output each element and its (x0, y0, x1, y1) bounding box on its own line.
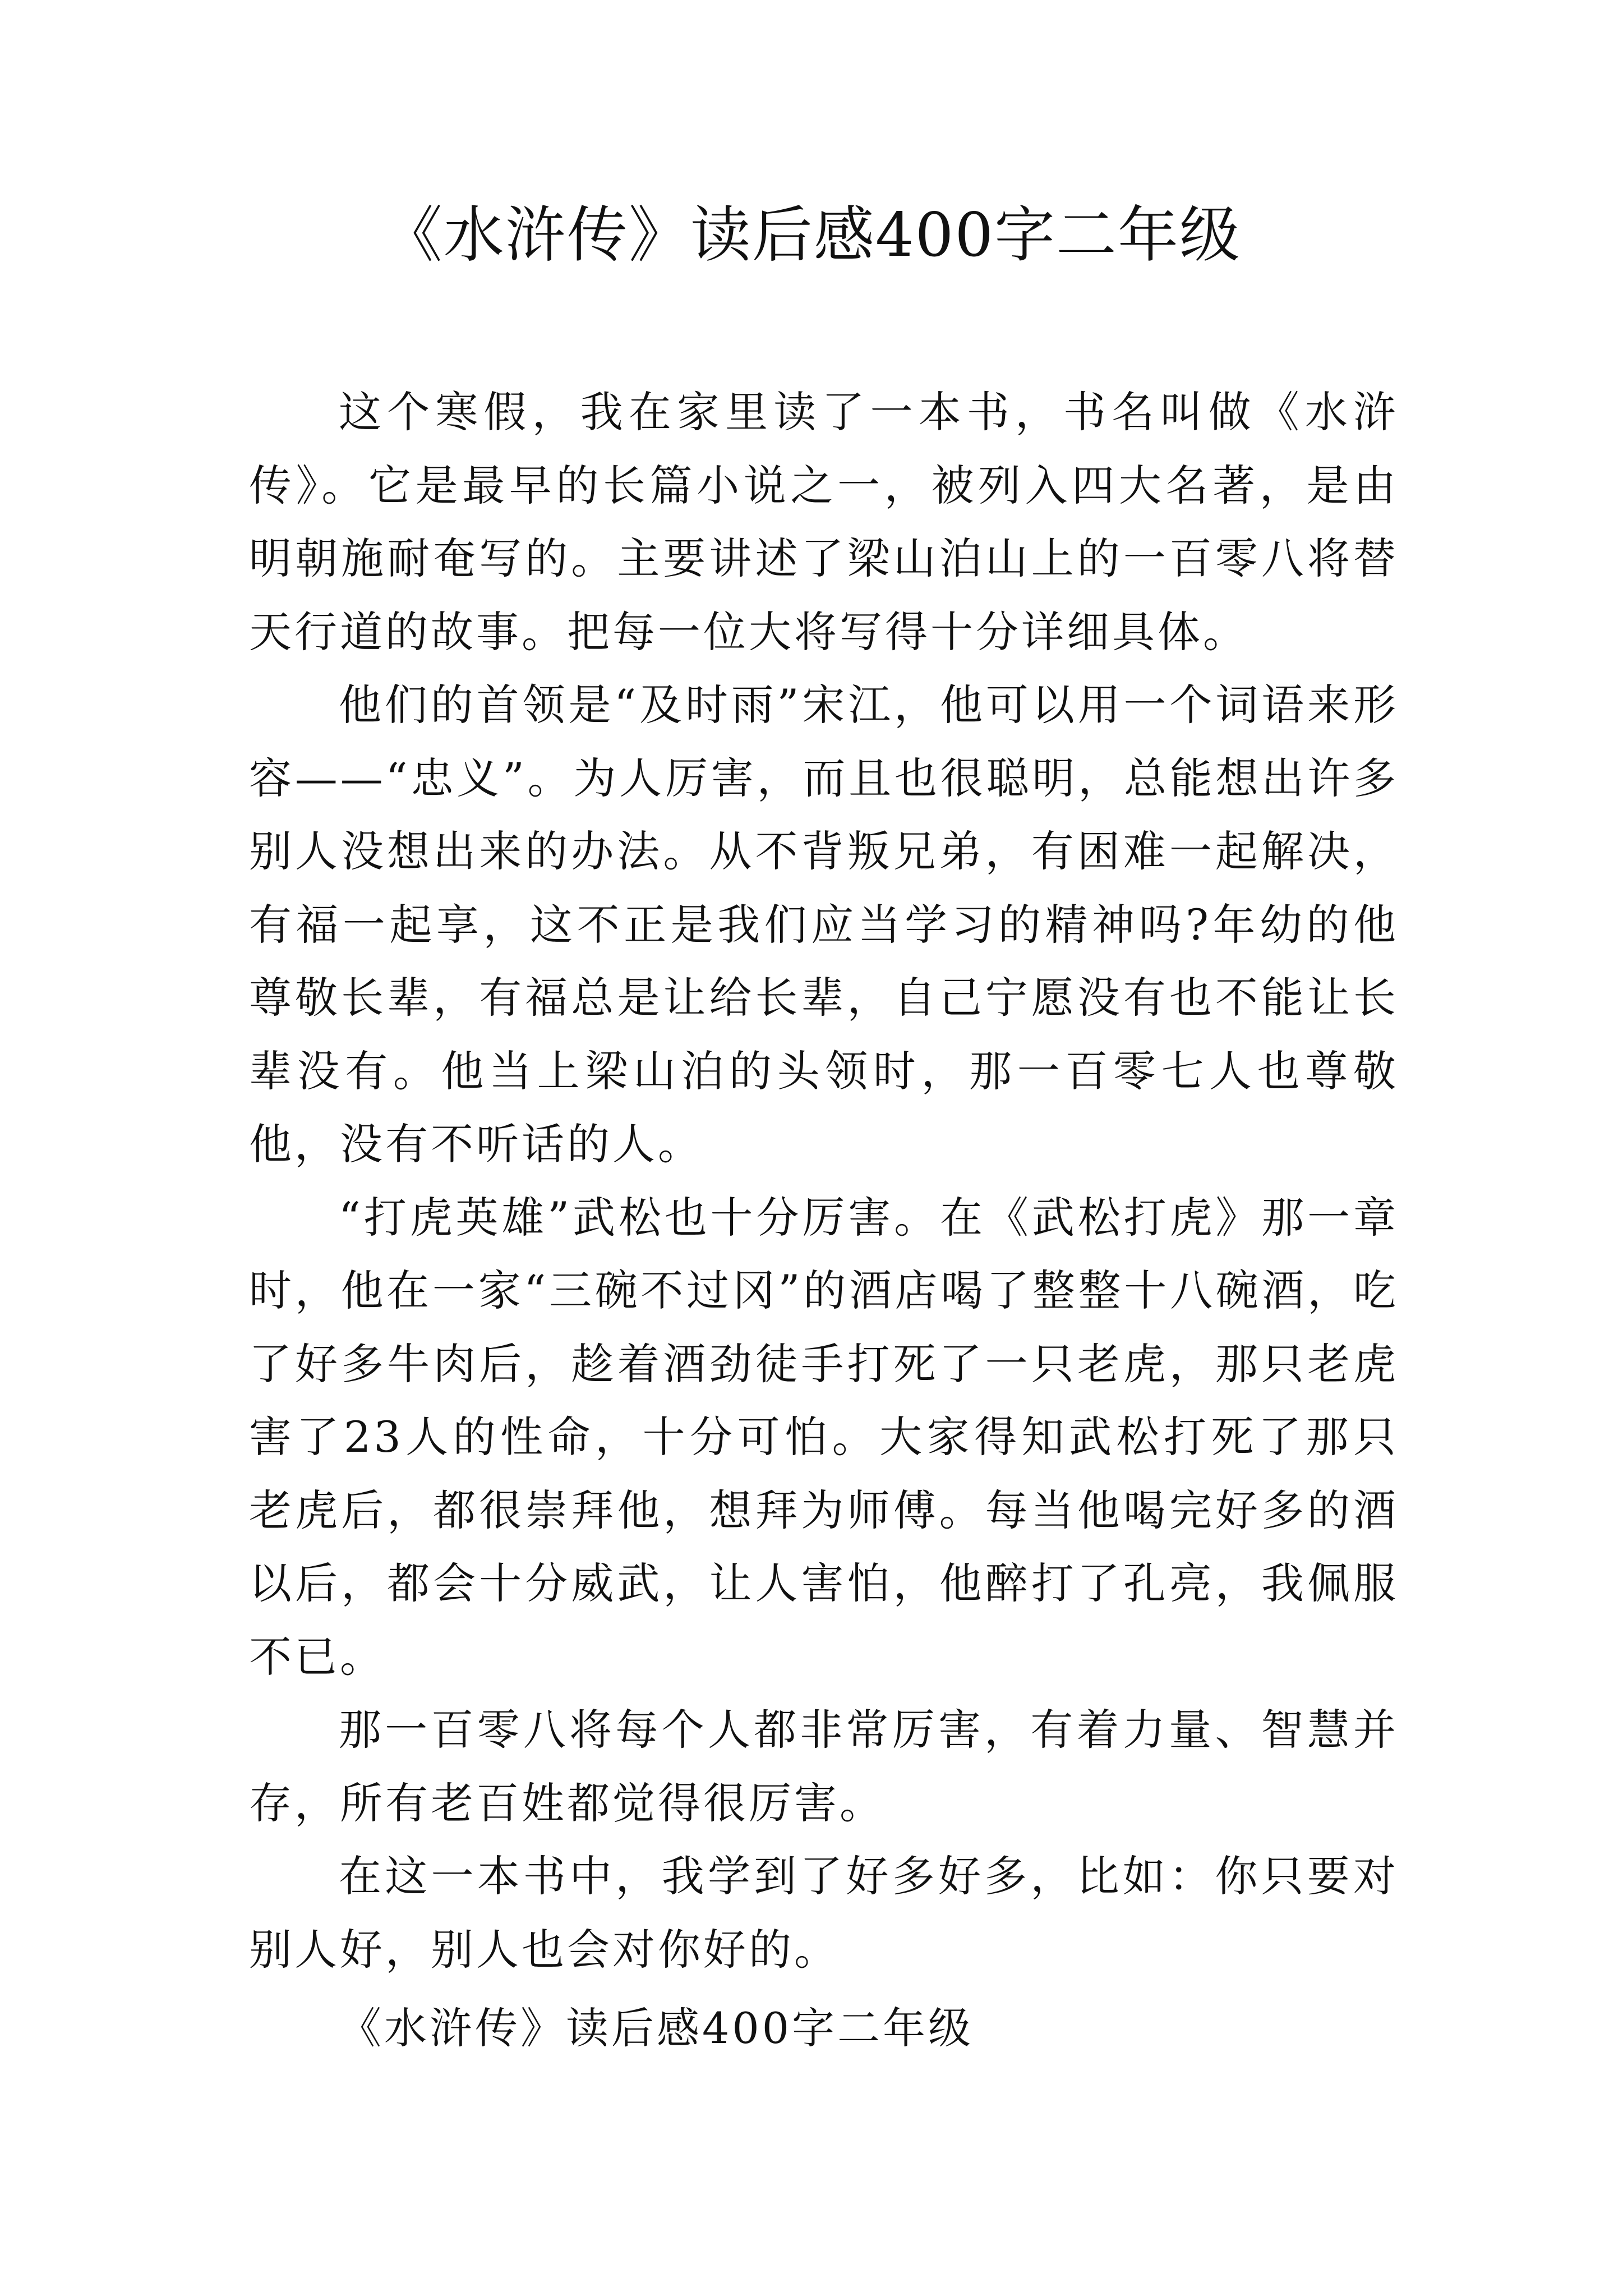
paragraph-108-heroes: 那一百零八将每个人都非常厉害，有着力量、智慧并存，所有老百姓都觉得很厉害。 (249, 1705, 1399, 1828)
footer-title-line: 《水浒传》读后感400字二年级 (339, 2003, 974, 2053)
document-title: 《水浒传》读后感400字二年级 (381, 200, 1242, 270)
document-body (249, 376, 1399, 2065)
paragraph-intro: 这个寒假，我在家里读了一本书，书名叫做《水浒传》。它是最早的长篇小说之一，被列入四大名著，是由明朝施耐奄写的。主要讲述了梁山泊山上的一百零八将替天行道的故事。把每一位大将写得十分详细具体。 (249, 387, 1399, 657)
paragraph-wu-song: “打虎英雄”武松也十分厉害。在《武松打虎》那一章时，他在一家“三碗不过冈”的酒店喝了整整十八碗酒，吃了好多牛肉后，趁着酒劲徒手打死了一只老虎，那只老虎害了23人的性命，十分可怕。大家得知武松打死了那只老虎后，都很崇拜他，想拜为师傅。每当他喝完好多的酒以后，都会十分威武，让人害怕，他醉打了孔亮，我佩服不已。 (249, 1192, 1399, 1682)
paragraph-song-jiang: 他们的首领是“及时雨”宋江，他可以用一个词语来形容——“忠义”。为人厉害，而且也很聪明，总能想出许多别人没想出来的办法。从不背叛兄弟，有困难一起解决，有福一起享，这不正是我们应当学习的精神吗?年幼的他尊敬长辈，有福总是让给长辈，自己宁愿没有也不能让长辈没有。他当上梁山泊的头领时，那一百零七人也尊敬他，没有不听话的人。 (249, 680, 1399, 1169)
paragraph-conclusion: 在这一本书中，我学到了好多好多，比如：你只要对别人好，别人也会对你好的。 (249, 1851, 1399, 1975)
